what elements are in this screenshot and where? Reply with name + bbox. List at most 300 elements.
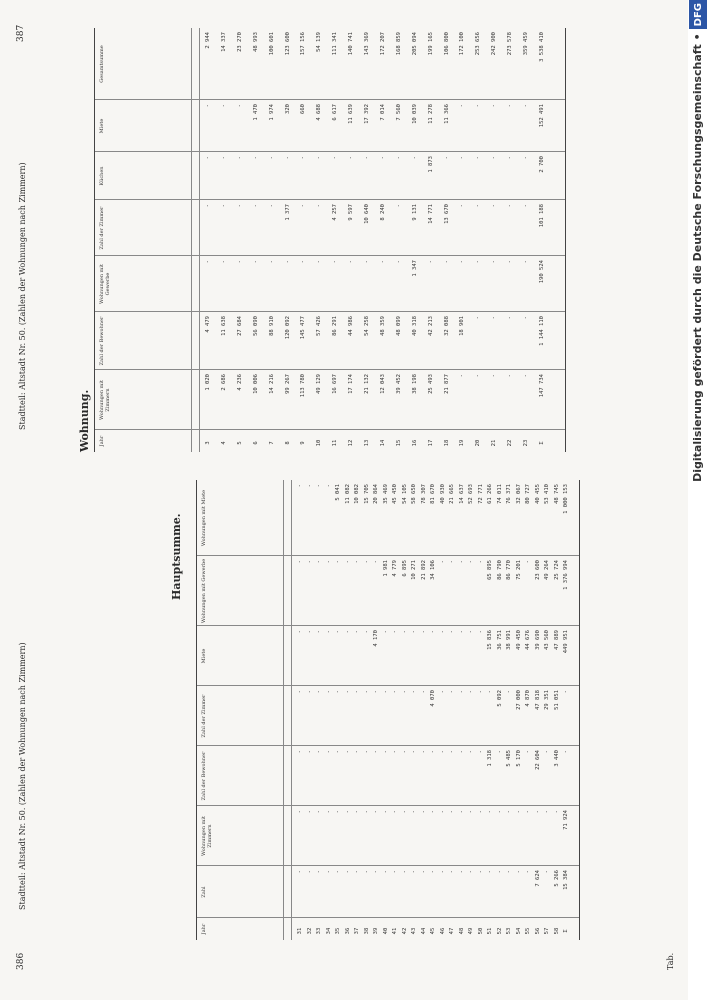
right-table-cell: 143 369 bbox=[364, 32, 370, 56]
right-table-cell: 4 688 bbox=[316, 104, 323, 121]
left-table-cell: 21 892 bbox=[420, 560, 427, 580]
left-table-cell: - bbox=[468, 810, 474, 814]
left-table-cell: 4 070 bbox=[430, 690, 436, 707]
left-table-cell: - bbox=[316, 630, 322, 634]
right-table-cell: - bbox=[379, 260, 386, 264]
right-table-cell: 7 560 bbox=[395, 104, 402, 121]
right-table-cell: - bbox=[523, 260, 529, 264]
left-table-cell: - bbox=[316, 690, 322, 694]
left-table-cell: 4 870 bbox=[525, 690, 531, 707]
left-table-cell: - bbox=[306, 484, 313, 488]
left-table-cell: 40 930 bbox=[439, 484, 446, 504]
left-table-cell: 86 790 bbox=[496, 560, 503, 580]
left-table-cell: - bbox=[335, 690, 341, 694]
right-table-cell: 56 090 bbox=[252, 316, 259, 336]
left-table-cell: - bbox=[449, 630, 455, 634]
left-table-cell: - bbox=[496, 750, 503, 754]
right-table-cell: 190 524 bbox=[538, 260, 545, 284]
left-table-cell: - bbox=[439, 810, 446, 814]
right-table-cell: - bbox=[205, 204, 211, 208]
right-table-cell: 16 bbox=[411, 439, 418, 447]
right-table-cell: 12 043 bbox=[379, 374, 386, 394]
left-table-cell: - bbox=[487, 810, 493, 814]
right-table-cell: - bbox=[348, 156, 355, 160]
right-table-cell: - bbox=[475, 156, 482, 160]
left-table-cell: 37 bbox=[354, 927, 360, 935]
left-table-cell: 74 011 bbox=[496, 484, 503, 504]
right-table-cell: 48 993 bbox=[252, 32, 259, 52]
left-table-cell: 52 bbox=[496, 927, 503, 935]
left-table-cell: - bbox=[449, 810, 455, 814]
right-table-cell: - bbox=[284, 156, 291, 160]
left-table-cell: - bbox=[449, 750, 455, 754]
left-table-cell: - bbox=[392, 870, 398, 874]
left-table-cell: 47 889 bbox=[553, 630, 560, 650]
right-table-cell: 2 686 bbox=[220, 374, 227, 391]
left-table-cell: 76 371 bbox=[506, 484, 512, 504]
left-table-cell: - bbox=[363, 690, 370, 694]
right-running-head: Stadtteil: Altstadt Nr. 50. (Zahlen der Wohnungen nach Zimmern) bbox=[18, 162, 27, 430]
right-table-cell: 88 910 bbox=[268, 316, 275, 336]
left-table-cell: 43 560 bbox=[544, 630, 550, 650]
left-table-cell: 6 895 bbox=[401, 560, 408, 577]
left-table-cell: 75 201 bbox=[515, 560, 522, 580]
left-table-cell: - bbox=[344, 630, 351, 634]
left-table-cell: 58 650 bbox=[411, 484, 417, 504]
right-table-cell: - bbox=[491, 104, 498, 108]
left-table-cell: - bbox=[525, 560, 531, 564]
left-table-cell: Σ bbox=[563, 929, 569, 933]
left-table-cell: - bbox=[439, 560, 446, 564]
right-table-cell: 172 207 bbox=[379, 32, 386, 56]
right-table-cell: 19 bbox=[459, 439, 466, 447]
left-table-cell: 65 895 bbox=[487, 560, 493, 580]
left-table-cell: 31 bbox=[297, 927, 303, 935]
right-table-cell: - bbox=[523, 316, 529, 320]
left-table-cell: 41 bbox=[392, 927, 398, 935]
right-table-cell: 253 656 bbox=[475, 32, 482, 56]
left-table-cell: 72 771 bbox=[477, 484, 484, 504]
left-table-cell: - bbox=[382, 750, 389, 754]
right-table-header: Zahl der Bewohner bbox=[99, 316, 105, 366]
left-table-cell: 5 041 bbox=[335, 484, 341, 501]
right-table-cell: 13 bbox=[364, 439, 370, 447]
left-table-cell: - bbox=[325, 630, 332, 634]
right-table-cell: 11 638 bbox=[220, 316, 227, 336]
left-table-cell: - bbox=[506, 870, 512, 874]
left-table-cell: 38 bbox=[363, 927, 370, 935]
left-table-cell: - bbox=[335, 870, 341, 874]
right-table-cell: 5 bbox=[236, 441, 243, 445]
left-table-cell: - bbox=[515, 810, 522, 814]
left-table-cell: 53 410 bbox=[544, 484, 550, 504]
right-table-cell: - bbox=[220, 104, 227, 108]
left-table-cell: - bbox=[335, 750, 341, 754]
left-table-cell: 47 818 bbox=[534, 690, 541, 710]
left-table-cell: - bbox=[544, 810, 550, 814]
left-table-cell: - bbox=[468, 870, 474, 874]
right-table-cell: - bbox=[268, 260, 275, 264]
left-table-cell: 20 864 bbox=[373, 484, 379, 504]
left-table-cell: 54 bbox=[515, 927, 522, 935]
left-table-cell: - bbox=[297, 630, 303, 634]
right-table-cell: - bbox=[507, 204, 514, 208]
right-table-cell: 14 216 bbox=[268, 374, 275, 394]
left-table-cell: - bbox=[392, 630, 398, 634]
left-table-cell: - bbox=[373, 810, 379, 814]
right-table-cell: - bbox=[268, 156, 275, 160]
left-table-cell: - bbox=[344, 870, 351, 874]
left-table-cell: - bbox=[354, 630, 360, 634]
right-table-cell: - bbox=[252, 260, 259, 264]
left-table-header: Zahl bbox=[201, 886, 207, 898]
right-table-cell: - bbox=[332, 156, 339, 160]
right-table-cell: - bbox=[523, 204, 529, 208]
left-running-head: Stadtteil: Altstadt Nr. 50. (Zahlen der Wohnungen nach Zimmern) bbox=[18, 642, 27, 910]
right-table-cell: - bbox=[395, 204, 402, 208]
right-table-cell: 54 139 bbox=[316, 32, 323, 52]
left-table-cell: - bbox=[544, 870, 550, 874]
left-table-cell: 46 bbox=[439, 927, 446, 935]
right-table-cell: - bbox=[236, 104, 243, 108]
left-table-cell: - bbox=[335, 630, 341, 634]
right-table-cell: 54 258 bbox=[364, 316, 370, 336]
dfg-watermark bbox=[688, 0, 707, 1000]
left-table-cell: - bbox=[354, 810, 360, 814]
left-table-cell: 15 705 bbox=[363, 484, 370, 504]
left-table-cell: - bbox=[458, 690, 465, 694]
right-table-cell: 38 198 bbox=[411, 374, 418, 394]
right-table-cell: 4 bbox=[220, 441, 227, 445]
right-table-cell: - bbox=[252, 204, 259, 208]
left-table-cell: - bbox=[487, 690, 493, 694]
left-table-cell: - bbox=[468, 630, 474, 634]
left-table-cell: 5 485 bbox=[506, 750, 512, 767]
left-table-cell: 7 624 bbox=[534, 870, 541, 887]
right-table-cell: - bbox=[316, 156, 323, 160]
right-table-cell: 3 bbox=[205, 441, 211, 445]
right-table-cell: 273 578 bbox=[507, 32, 514, 56]
left-table-cell: - bbox=[401, 690, 408, 694]
left-table-cell: 1 376 994 bbox=[563, 560, 569, 590]
right-table-cell: 13 670 bbox=[443, 204, 450, 224]
left-table-cell: 1 000 153 bbox=[563, 484, 569, 514]
left-table-cell: - bbox=[316, 750, 322, 754]
right-table-cell: - bbox=[443, 260, 450, 264]
left-table-cell: - bbox=[563, 690, 569, 694]
right-table-cell: 40 318 bbox=[411, 316, 418, 336]
right-table-cell: 16 697 bbox=[332, 374, 339, 394]
left-table-header: Zahl der Zimmer bbox=[201, 694, 207, 738]
right-table-cell: - bbox=[252, 156, 259, 160]
right-table-header: Wohnungen mit Gewerbe bbox=[99, 264, 111, 305]
right-table-cell: 120 092 bbox=[284, 316, 291, 340]
right-table-cell: 42 213 bbox=[427, 316, 434, 336]
right-table-cell: 2 944 bbox=[205, 32, 211, 49]
left-table-cell: - bbox=[325, 690, 332, 694]
left-table-cell: 35 469 bbox=[382, 484, 389, 504]
left-table-cell: 10 082 bbox=[354, 484, 360, 504]
right-table-cell: - bbox=[459, 204, 466, 208]
left-table-cell: - bbox=[525, 870, 531, 874]
right-table-cell: - bbox=[427, 260, 434, 264]
left-table-cell: - bbox=[477, 690, 484, 694]
left-table-cell: - bbox=[316, 870, 322, 874]
left-table-cell: - bbox=[306, 810, 313, 814]
right-table-cell: - bbox=[236, 156, 243, 160]
right-table-cell: - bbox=[523, 374, 529, 378]
right-table-cell: 32 088 bbox=[443, 316, 450, 336]
left-table-cell: - bbox=[449, 690, 455, 694]
left-table-cell: - bbox=[297, 750, 303, 754]
left-table-cell: - bbox=[401, 750, 408, 754]
right-table-header: Wohnungen mit Zimmern bbox=[99, 380, 111, 421]
right-table-cell: 21 877 bbox=[443, 374, 450, 394]
right-table-cell: - bbox=[507, 104, 514, 108]
left-table-cell: - bbox=[306, 870, 313, 874]
left-table-cell: - bbox=[439, 750, 446, 754]
right-table-cell: 11 366 bbox=[443, 104, 450, 124]
right-table-cell: Σ bbox=[538, 441, 545, 445]
left-table-cell: - bbox=[401, 630, 408, 634]
left-table-cell: - bbox=[420, 750, 427, 754]
right-table-cell: - bbox=[411, 156, 418, 160]
left-table-header: Wohnungen mit Miete bbox=[201, 489, 207, 547]
left-table-cell: - bbox=[354, 690, 360, 694]
right-table-cell: 152 491 bbox=[538, 104, 545, 128]
left-table-cell: - bbox=[401, 870, 408, 874]
left-table-cell: 49 264 bbox=[544, 560, 550, 580]
left-table-cell: - bbox=[392, 810, 398, 814]
right-table-cell: - bbox=[220, 204, 227, 208]
left-table-cell: 39 690 bbox=[534, 630, 541, 650]
right-table-cell: - bbox=[491, 316, 498, 320]
right-table-cell: 22 bbox=[507, 439, 514, 447]
right-table-cell: 242 900 bbox=[491, 32, 498, 56]
left-table-cell: 3 440 bbox=[553, 750, 560, 767]
left-table-cell: 4 170 bbox=[373, 630, 379, 647]
left-table-cell: 52 693 bbox=[468, 484, 474, 504]
left-table-cell: - bbox=[306, 690, 313, 694]
right-table-cell: 14 bbox=[379, 439, 386, 447]
left-table-cell: 5 092 bbox=[496, 690, 503, 707]
right-table-cell: 10 bbox=[316, 439, 323, 447]
right-table-cell: 48 359 bbox=[379, 316, 386, 336]
right-table-cell: 17 174 bbox=[348, 374, 355, 394]
left-table-cell: 43 bbox=[411, 927, 417, 935]
right-table-cell: 44 986 bbox=[348, 316, 355, 336]
right-table-cell: 8 240 bbox=[379, 204, 386, 221]
left-table-cell: - bbox=[297, 690, 303, 694]
left-table-cell: - bbox=[458, 750, 465, 754]
left-table-cell: - bbox=[468, 750, 474, 754]
left-table-cell: - bbox=[354, 560, 360, 564]
right-table-cell: 7 014 bbox=[379, 104, 386, 121]
right-table-cell: 27 684 bbox=[236, 316, 243, 336]
left-table-cell: - bbox=[344, 560, 351, 564]
right-table-cell: 359 459 bbox=[523, 32, 529, 56]
left-table-cell: - bbox=[354, 870, 360, 874]
left-table-cell: - bbox=[363, 870, 370, 874]
right-table-cell: 101 188 bbox=[538, 204, 545, 228]
right-table-cell: 18 901 bbox=[459, 316, 466, 336]
right-table-cell: 10 039 bbox=[411, 104, 418, 124]
right-table-cell: 10 006 bbox=[252, 374, 259, 394]
right-table-cell: - bbox=[507, 374, 514, 378]
left-table-cell: - bbox=[325, 484, 332, 488]
right-table-cell: 15 bbox=[395, 439, 402, 447]
left-table-cell: - bbox=[430, 870, 436, 874]
left-table-cell: 80 727 bbox=[525, 484, 531, 504]
left-table-cell: - bbox=[496, 810, 503, 814]
right-table-cell: - bbox=[300, 204, 307, 208]
left-table-cell: 44 bbox=[420, 927, 427, 935]
right-table-cell: 205 094 bbox=[411, 32, 418, 56]
right-table-cell: 20 bbox=[475, 439, 482, 447]
left-table-cell: 1 318 bbox=[487, 750, 493, 767]
left-table-cell: - bbox=[316, 484, 322, 488]
right-table-cell: 49 129 bbox=[316, 374, 323, 394]
left-table-header: Zahl der Bewohner bbox=[201, 751, 207, 801]
right-table-cell: - bbox=[507, 156, 514, 160]
left-table-cell: - bbox=[411, 690, 417, 694]
right-table-cell: - bbox=[459, 374, 466, 378]
left-table-cell: 39 bbox=[373, 927, 379, 935]
right-table-cell: - bbox=[236, 204, 243, 208]
left-table-cell: - bbox=[420, 630, 427, 634]
left-table-cell: 5 266 bbox=[553, 870, 560, 887]
left-table-cell: 29 351 bbox=[544, 690, 550, 710]
left-table-cell: 32 bbox=[306, 927, 313, 935]
right-table-cell: - bbox=[475, 374, 482, 378]
left-table-cell: 36 bbox=[344, 927, 351, 935]
left-table-cell: - bbox=[439, 690, 446, 694]
left-table-cell: 23 600 bbox=[534, 560, 541, 580]
left-table-cell: - bbox=[297, 560, 303, 564]
right-table-cell: - bbox=[316, 204, 323, 208]
left-table-cell: 45 bbox=[430, 927, 436, 935]
left-table-cell: 25 724 bbox=[553, 560, 560, 580]
right-table-cell: - bbox=[364, 260, 370, 264]
right-table-cell: 25 493 bbox=[427, 374, 434, 394]
left-table-cell: - bbox=[363, 810, 370, 814]
right-table-cell: - bbox=[443, 156, 450, 160]
left-table-cell: 40 bbox=[382, 927, 389, 935]
right-table-cell: - bbox=[316, 260, 323, 264]
right-table-cell: 1 377 bbox=[284, 204, 291, 221]
right-table-cell: - bbox=[475, 104, 482, 108]
right-table-cell: - bbox=[300, 260, 307, 264]
dfg-badge: DFG bbox=[689, 0, 707, 29]
right-table-cell: - bbox=[491, 204, 498, 208]
right-table-cell: 48 099 bbox=[395, 316, 402, 336]
right-table-cell: - bbox=[491, 156, 498, 160]
right-table-cell: 10 640 bbox=[364, 204, 370, 224]
left-table-cell: - bbox=[506, 810, 512, 814]
right-table-cell: 100 601 bbox=[268, 32, 275, 56]
left-table-cell: 48 745 bbox=[553, 484, 560, 504]
right-table-cell: 9 bbox=[300, 441, 307, 445]
left-table-cell: 38 991 bbox=[506, 630, 512, 650]
right-statistics-table bbox=[94, 28, 566, 452]
right-table-cell: 4 479 bbox=[205, 316, 211, 333]
left-table-cell: - bbox=[363, 750, 370, 754]
left-table-cell: 14 637 bbox=[458, 484, 465, 504]
left-table-cell: - bbox=[411, 630, 417, 634]
right-table-cell: - bbox=[459, 156, 466, 160]
left-table-cell: - bbox=[344, 810, 351, 814]
right-table-cell: - bbox=[475, 204, 482, 208]
left-table-cell: - bbox=[344, 690, 351, 694]
left-table-cell: 10 271 bbox=[411, 560, 417, 580]
left-table-cell: - bbox=[325, 560, 332, 564]
right-table-cell: - bbox=[205, 104, 211, 108]
left-table-cell: - bbox=[468, 690, 474, 694]
right-table-cell: 14 771 bbox=[427, 204, 434, 224]
left-table-cell: 449 951 bbox=[563, 630, 569, 654]
left-table-cell: 51 051 bbox=[553, 690, 560, 710]
right-table-header: Gesamtsumme bbox=[99, 45, 105, 83]
right-table-cell: 39 452 bbox=[395, 374, 402, 394]
left-table-cell: 40 455 bbox=[534, 484, 541, 504]
right-table-cell: 1 873 bbox=[427, 156, 434, 173]
left-table-cell: - bbox=[420, 870, 427, 874]
left-table-cell: - bbox=[392, 690, 398, 694]
left-table-cell: - bbox=[477, 750, 484, 754]
left-table-cell: - bbox=[297, 484, 303, 488]
right-table-cell: - bbox=[491, 260, 498, 264]
left-table-cell: 15 836 bbox=[487, 630, 493, 650]
left-table-cell: - bbox=[553, 810, 560, 814]
right-table-cell: 17 392 bbox=[364, 104, 370, 124]
left-table-cell: - bbox=[449, 870, 455, 874]
right-table-cell: 23 bbox=[523, 439, 529, 447]
left-table-cell: - bbox=[430, 750, 436, 754]
right-table-cell: - bbox=[395, 156, 402, 160]
left-table-cell: - bbox=[477, 810, 484, 814]
right-table-cell: 1 470 bbox=[252, 104, 259, 121]
left-table-cell: 27 000 bbox=[515, 690, 522, 710]
right-table-cell: - bbox=[475, 316, 482, 320]
right-table-header: Küchen bbox=[99, 166, 105, 186]
right-table-cell: 18 bbox=[443, 439, 450, 447]
left-statistics-table bbox=[196, 480, 580, 940]
left-table-cell: - bbox=[325, 870, 332, 874]
left-table-cell: 1 981 bbox=[382, 560, 389, 577]
left-table-cell: - bbox=[487, 870, 493, 874]
left-table-cell: 47 bbox=[449, 927, 455, 935]
left-table-cell: 57 bbox=[544, 927, 550, 935]
left-table-cell: - bbox=[439, 870, 446, 874]
left-table-cell: 15 384 bbox=[563, 870, 569, 890]
right-table-cell: 99 267 bbox=[284, 374, 291, 394]
left-table-cell: - bbox=[458, 560, 465, 564]
left-table-cell: - bbox=[458, 870, 465, 874]
left-table-cell: 49 bbox=[468, 927, 474, 935]
left-table-cell: - bbox=[306, 630, 313, 634]
right-table-cell: - bbox=[459, 260, 466, 264]
left-table-cell: - bbox=[335, 810, 341, 814]
left-table-cell: - bbox=[373, 750, 379, 754]
left-table-cell: 42 bbox=[401, 927, 408, 935]
left-table-cell: - bbox=[411, 870, 417, 874]
right-table-cell: - bbox=[236, 260, 243, 264]
right-table-cell: - bbox=[348, 260, 355, 264]
left-table-cell: 36 751 bbox=[496, 630, 503, 650]
left-table-cell: 61 266 bbox=[487, 484, 493, 504]
left-table-cell: 86 770 bbox=[506, 560, 512, 580]
left-table-cell: - bbox=[477, 630, 484, 634]
